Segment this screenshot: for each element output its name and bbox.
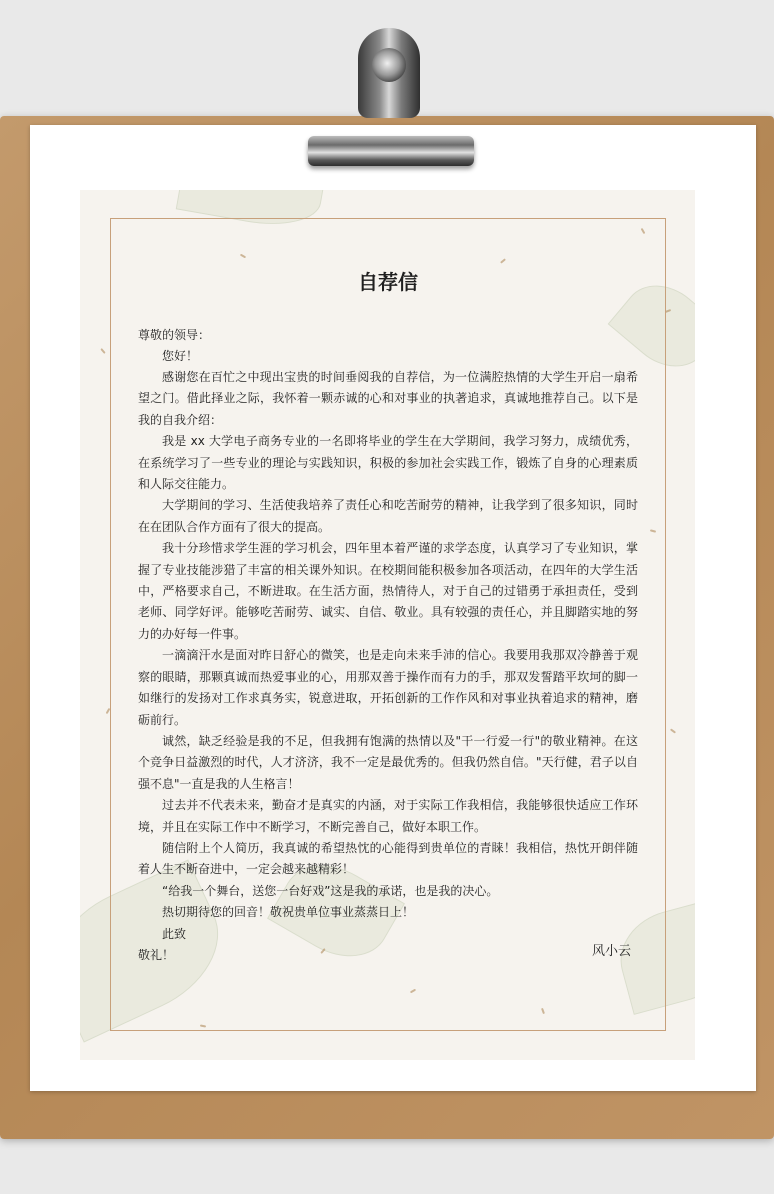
letter-content	[138, 266, 638, 966]
letter-paragraph: 我是 xx 大学电子商务专业的一名即将毕业的学生在大学期间，我学习努力，成绩优秀，在系统学习了一些专业的理论与实践知识，积极的参加社会实践工作，锻炼了自身的心理素质和人际交往能力。	[138, 434, 638, 492]
letter-paragraph: 热切期待您的回音！敬祝贵单位事业蒸蒸日上！	[162, 905, 415, 920]
letter-paragraph: 我十分珍惜求学生涯的学习机会，四年里本着严谨的求学态度，认真学习了专业知识，掌握了专业技能涉猎了丰富的相关课外知识。在校期间能积极参加各项活动，在四年的大学生活中，严格要求自己，不断进取。在生活方面，热情待人，对于自己的过错勇于承担责任，受到老师、同学好评。能够吃苦耐劳、诚实、自信、敬业。具有较强的责任心，并且脚踏实地的努力的办好每一件事。	[138, 541, 638, 641]
letter-greeting: 您好！	[162, 349, 199, 363]
letter-salutation: 尊敬的领导：	[138, 328, 211, 342]
letter-paragraph: 大学期间的学习、生活使我培养了责任心和吃苦耐劳的精神，让我学到了很多知识，同时在在团队合作方面有了很大的提高。	[138, 498, 638, 534]
letter-paragraph: 随信附上个人简历，我真诚的希望热忱的心能得到贵单位的青睐！我相信，热忱开朗伴随着人生不断奋进中，一定会越来越精彩！	[138, 840, 638, 877]
petal-speck	[100, 348, 105, 354]
letter-closing-2: 敬礼！	[138, 947, 175, 962]
petal-speck	[670, 728, 676, 733]
letter-paragraph: “给我一个舞台，送您一台好戏”这是我的承诺，也是我的决心。	[162, 883, 499, 898]
letter-closing-1: 此致	[162, 926, 187, 941]
binder-clip-hole	[372, 48, 406, 82]
letter-paragraph: 诚然，缺乏经验是我的不足，但我拥有饱满的热情以及"干一行爱一行"的敬业精神。在这个竞争日益激烈的时代，人才济济，我不一定是最优秀的。但我仍然自信。"天行健，君子以自强不息"一直是我的人生格言！	[138, 733, 638, 791]
letter-paragraph: 感谢您在百忙之中现出宝贵的时间垂阅我的自荐信，为一位满腔热情的大学生开启一扇希望之门。借此择业之际，我怀着一颗赤诚的心和对事业的执著追求，真诚地推荐自己。以下是我的自我介绍：	[138, 370, 638, 427]
letter-signature: 风小云	[592, 944, 632, 959]
letter-paragraph: 过去并不代表未来，勤奋才是真实的内涵，对于实际工作我相信，我能够很快适应工作环境，并且在实际工作中不断学习，不断完善自己，做好本职工作。	[138, 798, 638, 834]
binder-clip-bar	[308, 136, 474, 166]
letter-title: 自荐信	[358, 270, 418, 294]
letter-paragraph: 一滴滴汗水是面对昨日舒心的微笑，也是走向未来手沛的信心。我要用我那双冷静善于观察的眼睛，那颗真诚而热爱事业的心，用那双善于操作而有力的手，那双发誓踏平坎坷的脚一如继行的发扬对工作求真务实，锐意进取，开拓创新的工作作风和对事业执着追求的精神，磨砺前行。	[138, 648, 638, 727]
